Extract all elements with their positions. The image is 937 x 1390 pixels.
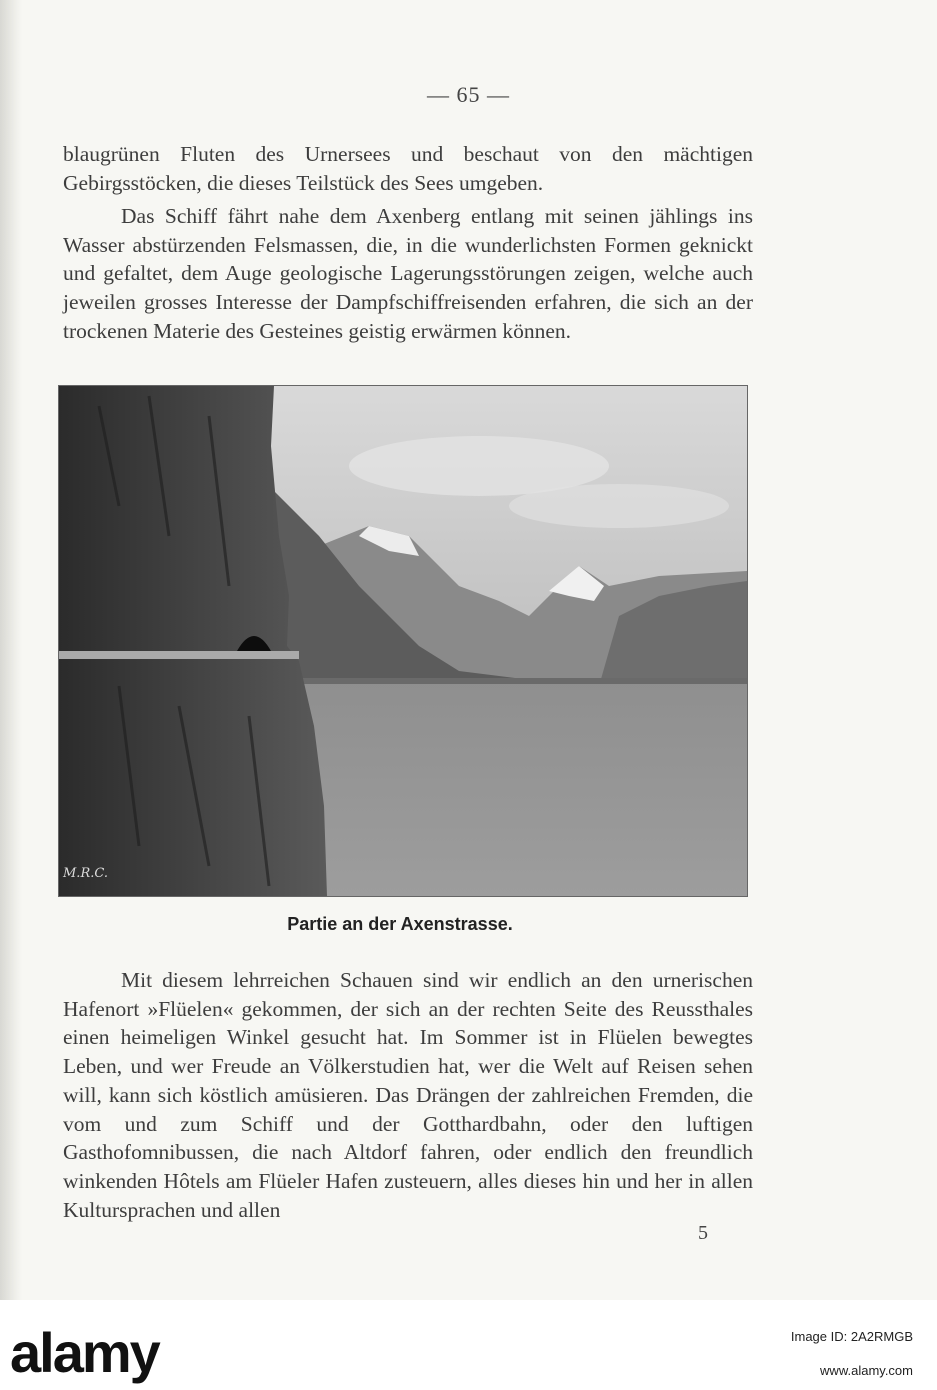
- image-id-block: [791, 1320, 913, 1388]
- photographer-signature: M.R.C.: [63, 866, 108, 881]
- figure-caption: Partie an der Axenstrasse.: [287, 914, 513, 934]
- paragraph-1: blaugrünen Fluten des Urnersees und beschaut von den mächtigen Gebirgsstöcken, die dieses Teilstück des Sees umgeben.: [63, 142, 753, 195]
- paragraph-3: Mit diesem lehrreichen Schauen sind wir endlich an den urnerischen Hafenort »Flüelen« gekommen, der sich an der rechten Seite des Reussthales einen heimeligen Winkel gesucht hat. Im Sommer ist in Flüelen bewegtes Leben, und wer Freude an Völkerstudien hat, wer die Welt auf Reisen sehen will, kann sich köstlich amüsieren. Das Drängen der zahlreichen Fremden, die vom und zum Schiff und der Gotthardbahn, oder den luftigen Gasthofomnibussen, die nach Altdorf fahren, oder endlich den freundlich winkenden Hôtels am Flüeler Hafen zusteuern, alles dieses hin und her in allen Kultursprachen und allen: [63, 968, 753, 1222]
- axenstrasse-road: [59, 651, 299, 659]
- image-id: Image ID: 2A2RMGB: [790, 1329, 913, 1344]
- alamy-logo: alamy: [10, 1321, 159, 1384]
- page-number-top: — 65 —: [427, 82, 510, 107]
- page-gutter: [0, 0, 22, 1300]
- site-url: www.alamy.com: [820, 1363, 913, 1378]
- page-number-bottom: 5: [698, 1222, 708, 1244]
- photo-axenstrasse: [58, 385, 748, 897]
- paragraph-2: Das Schiff fährt nahe dem Axenberg entlang mit seinen jählings ins Wasser abstürzenden Felsmassen, die, in die wunderlichsten Formen geknickt und gefaltet, dem Auge geologische Lagerungsstörungen zeigen, welche auch jeweilen grosses Interesse der Dampfschiffreisenden erfahren, die sich an der trockenen Materie des Gesteines geistig erwärmen können.: [63, 204, 753, 343]
- photo-illustration: [59, 386, 747, 896]
